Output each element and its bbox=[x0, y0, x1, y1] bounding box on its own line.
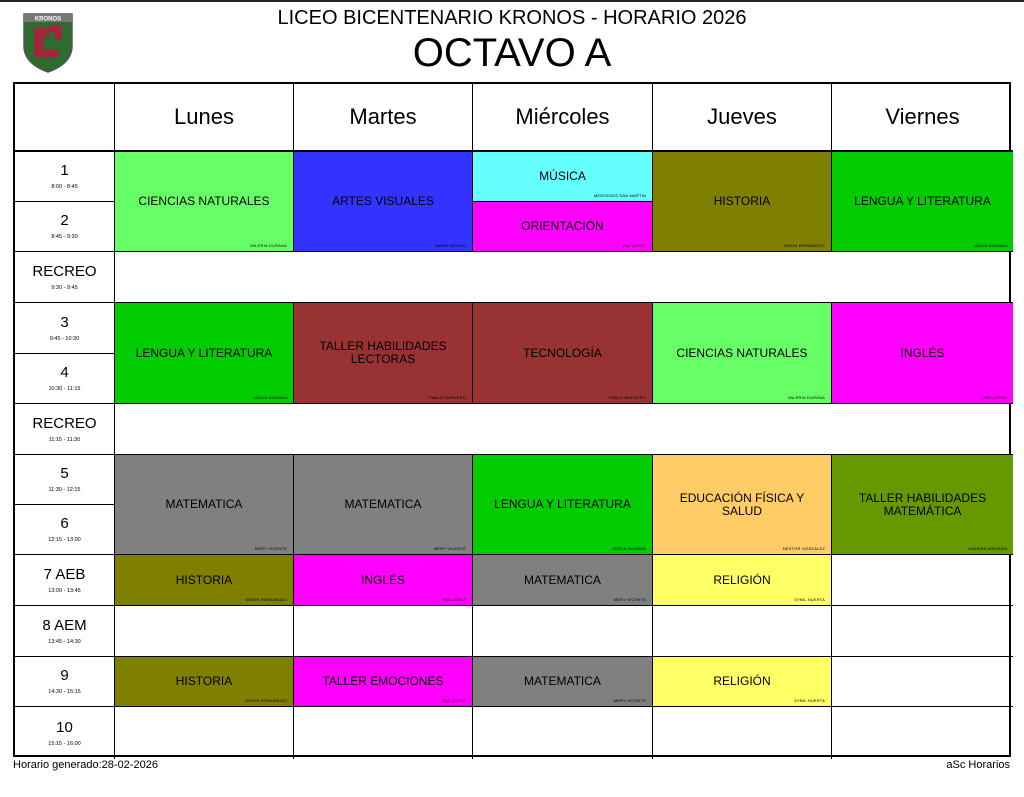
period-time: 10:30 - 11:15 bbox=[48, 386, 81, 392]
lesson-cell[interactable] bbox=[115, 303, 294, 404]
day-header-jueves: Jueves bbox=[653, 84, 832, 152]
lesson-teacher: MERCEDES SAN MARTIN bbox=[593, 193, 646, 198]
day-header-martes: Martes bbox=[294, 84, 473, 152]
lesson-subject: RELIGIÓN bbox=[713, 674, 771, 688]
period-time: 11:30 - 12:15 bbox=[48, 487, 81, 493]
lesson-teacher: SIMÓN FERNÁNDEZ bbox=[245, 698, 287, 703]
period-number: 7 AEB bbox=[43, 565, 86, 583]
period-number: 6 bbox=[60, 515, 69, 532]
lesson-cell[interactable] bbox=[832, 303, 1013, 404]
lesson-teacher: XAVIERA ARRIAGA bbox=[968, 546, 1007, 551]
period-label bbox=[15, 455, 115, 505]
lesson-cell[interactable] bbox=[653, 555, 832, 606]
lesson-subject: EDUCACIÓN FÍSICA Y SALUD bbox=[679, 490, 805, 518]
lesson-cell[interactable] bbox=[473, 555, 653, 606]
break-row bbox=[115, 252, 1013, 303]
lesson-teacher: SIMÓN FERNÁNDEZ bbox=[245, 597, 287, 602]
lesson-subject: HISTORIA bbox=[175, 572, 233, 587]
period-time: 13:45 - 14:30 bbox=[48, 638, 81, 645]
lesson-subject: ORIENTACIÓN bbox=[521, 219, 604, 233]
lesson-teacher: PAZ LÓPEZ bbox=[983, 395, 1007, 400]
period-number: 2 bbox=[60, 212, 69, 229]
lesson-cell[interactable] bbox=[473, 657, 653, 707]
lesson-cell[interactable] bbox=[294, 455, 473, 555]
lesson-subject: TALLER HABILIDADES MATEMÁTICA bbox=[858, 490, 987, 518]
period-label bbox=[15, 354, 115, 404]
lesson-cell[interactable] bbox=[473, 152, 653, 202]
lesson-subject: INGLÉS bbox=[900, 345, 945, 360]
period-label bbox=[15, 657, 115, 707]
empty-cell bbox=[832, 657, 1013, 707]
lesson-cell[interactable] bbox=[294, 152, 473, 252]
lesson-teacher: PAZ LÓPEZ bbox=[622, 243, 646, 248]
lesson-teacher: MERY VICENTE bbox=[254, 546, 287, 551]
class-title: OCTAVO A bbox=[412, 31, 612, 75]
lesson-teacher: VALERIA DURANA bbox=[249, 243, 287, 248]
period-number: RECREO bbox=[32, 262, 97, 280]
period-time: 12:15 - 13:00 bbox=[48, 537, 81, 543]
day-header-miercoles: Miércoles bbox=[473, 84, 653, 152]
day-header-viernes: Viernes bbox=[832, 84, 1013, 152]
lesson-subject: TALLER EMOCIONES bbox=[322, 674, 444, 688]
period-time: 13:00 - 13:45 bbox=[48, 587, 81, 594]
lesson-subject: RELIGIÓN bbox=[713, 572, 771, 587]
period-time: 9:30 - 9:45 bbox=[51, 284, 78, 291]
period-label bbox=[15, 202, 115, 252]
empty-cell bbox=[832, 555, 1013, 606]
lesson-teacher: NÉSTOR GONZÁLEZ bbox=[782, 546, 825, 551]
lesson-subject: MATEMATICA bbox=[524, 572, 601, 587]
lesson-teacher: ADELA GUZMÁN bbox=[612, 546, 646, 551]
period-number: 5 bbox=[60, 465, 69, 482]
lesson-teacher: ADELA GUZMÁN bbox=[253, 395, 287, 400]
period-number: 3 bbox=[60, 313, 69, 331]
empty-cell bbox=[294, 606, 473, 657]
lesson-subject: LENGUA Y LITERATURA bbox=[494, 497, 631, 511]
corner-cell bbox=[15, 84, 115, 152]
lesson-subject: MÚSICA bbox=[539, 169, 586, 183]
period-time: 15:15 - 16:00 bbox=[48, 740, 81, 747]
logo-text: KRONOS bbox=[34, 16, 62, 23]
period-label bbox=[15, 252, 115, 303]
period-time: 14:30 - 15:15 bbox=[48, 689, 81, 695]
lesson-teacher: SYBIL HUERTA bbox=[794, 597, 825, 602]
lesson-teacher: MERY VICENTE bbox=[613, 597, 646, 602]
empty-cell bbox=[653, 707, 832, 759]
lesson-cell[interactable] bbox=[115, 455, 294, 555]
period-label bbox=[15, 555, 115, 606]
lesson-cell[interactable] bbox=[294, 303, 473, 404]
lesson-cell[interactable] bbox=[832, 455, 1013, 555]
lesson-cell[interactable] bbox=[473, 202, 653, 252]
empty-cell bbox=[294, 707, 473, 759]
school-subtitle: LICEO BICENTENARIO KRONOS - HORARIO 2026 bbox=[277, 7, 747, 29]
lesson-cell[interactable] bbox=[473, 303, 653, 404]
lesson-cell[interactable] bbox=[653, 455, 832, 555]
lesson-teacher: PABLO AMPUERO bbox=[609, 395, 646, 400]
period-number: 1 bbox=[60, 162, 69, 179]
period-number: RECREO bbox=[32, 414, 97, 432]
lesson-teacher: MERY VICENTE bbox=[433, 546, 466, 551]
lesson-teacher: VALERIA DURANA bbox=[787, 395, 825, 400]
lesson-subject: CIENCIAS NATURALES bbox=[138, 194, 270, 208]
period-label bbox=[15, 404, 115, 455]
lesson-subject: HISTORIA bbox=[175, 674, 233, 688]
period-time: 11:15 - 11:30 bbox=[48, 436, 81, 443]
lesson-cell[interactable] bbox=[653, 303, 832, 404]
lesson-teacher: PABLO AMPUERO bbox=[429, 395, 466, 400]
lesson-subject: INGLÉS bbox=[360, 572, 405, 587]
lesson-teacher: ADELA GUZMÁN bbox=[973, 243, 1007, 248]
lesson-subject: TALLER HABILIDADES LECTORAS bbox=[319, 339, 447, 366]
top-border-line bbox=[0, 0, 1024, 2]
lesson-cell[interactable] bbox=[653, 152, 832, 252]
period-time: 8:00 - 8:45 bbox=[51, 184, 78, 190]
timetable-grid bbox=[13, 82, 1011, 757]
lesson-subject: MATEMATICA bbox=[344, 497, 422, 511]
lesson-teacher: SIMÓN FERNÁNDEZ bbox=[783, 243, 825, 248]
period-number: 9 bbox=[60, 667, 69, 684]
lesson-cell[interactable] bbox=[653, 657, 832, 707]
lesson-cell[interactable] bbox=[115, 152, 294, 252]
empty-cell bbox=[832, 606, 1013, 657]
lesson-teacher: PAZ LÓPEZ bbox=[442, 597, 466, 602]
period-label bbox=[15, 505, 115, 555]
lesson-subject: ARTES VISUALES bbox=[332, 194, 434, 208]
lesson-subject: LENGUA Y LITERATURA bbox=[135, 345, 273, 360]
period-number: 4 bbox=[60, 364, 69, 381]
lesson-subject: MATEMATICA bbox=[524, 674, 601, 688]
lesson-subject: TECNOLOGÍA bbox=[523, 345, 602, 360]
lesson-cell[interactable] bbox=[115, 657, 294, 707]
generated-date: Horario generado:28-02-2026 bbox=[13, 759, 158, 771]
period-number: 10 bbox=[56, 718, 73, 736]
lesson-teacher: MARÍA MORAG bbox=[435, 243, 466, 248]
period-time: 8:45 - 9:30 bbox=[51, 234, 78, 240]
lesson-teacher: SYBIL HUERTA bbox=[794, 698, 825, 703]
lesson-cell[interactable] bbox=[473, 455, 653, 555]
lesson-subject: CIENCIAS NATURALES bbox=[676, 345, 808, 360]
lesson-cell[interactable] bbox=[294, 657, 473, 707]
empty-cell bbox=[473, 707, 653, 759]
lesson-cell[interactable] bbox=[832, 152, 1013, 252]
lesson-teacher: MERY VICENTE bbox=[613, 698, 646, 703]
software-brand: aSc Horarios bbox=[946, 759, 1010, 771]
break-row bbox=[115, 404, 1013, 455]
period-label bbox=[15, 606, 115, 657]
lesson-subject: MATEMATICA bbox=[165, 497, 243, 511]
period-label bbox=[15, 152, 115, 202]
day-header-lunes: Lunes bbox=[115, 84, 294, 152]
empty-cell bbox=[115, 707, 294, 759]
period-label bbox=[15, 303, 115, 354]
empty-cell bbox=[473, 606, 653, 657]
lesson-subject: HISTORIA bbox=[713, 194, 771, 208]
period-time: 9:45 - 10:30 bbox=[49, 335, 80, 342]
empty-cell bbox=[653, 606, 832, 657]
empty-cell bbox=[115, 606, 294, 657]
period-label bbox=[15, 707, 115, 759]
lesson-subject: LENGUA Y LITERATURA bbox=[854, 194, 991, 208]
lesson-cell[interactable] bbox=[115, 555, 294, 606]
empty-cell bbox=[832, 707, 1013, 759]
lesson-teacher: PAZ LÓPEZ bbox=[442, 698, 466, 703]
lesson-cell[interactable] bbox=[294, 555, 473, 606]
period-number: 8 AEM bbox=[42, 616, 87, 634]
